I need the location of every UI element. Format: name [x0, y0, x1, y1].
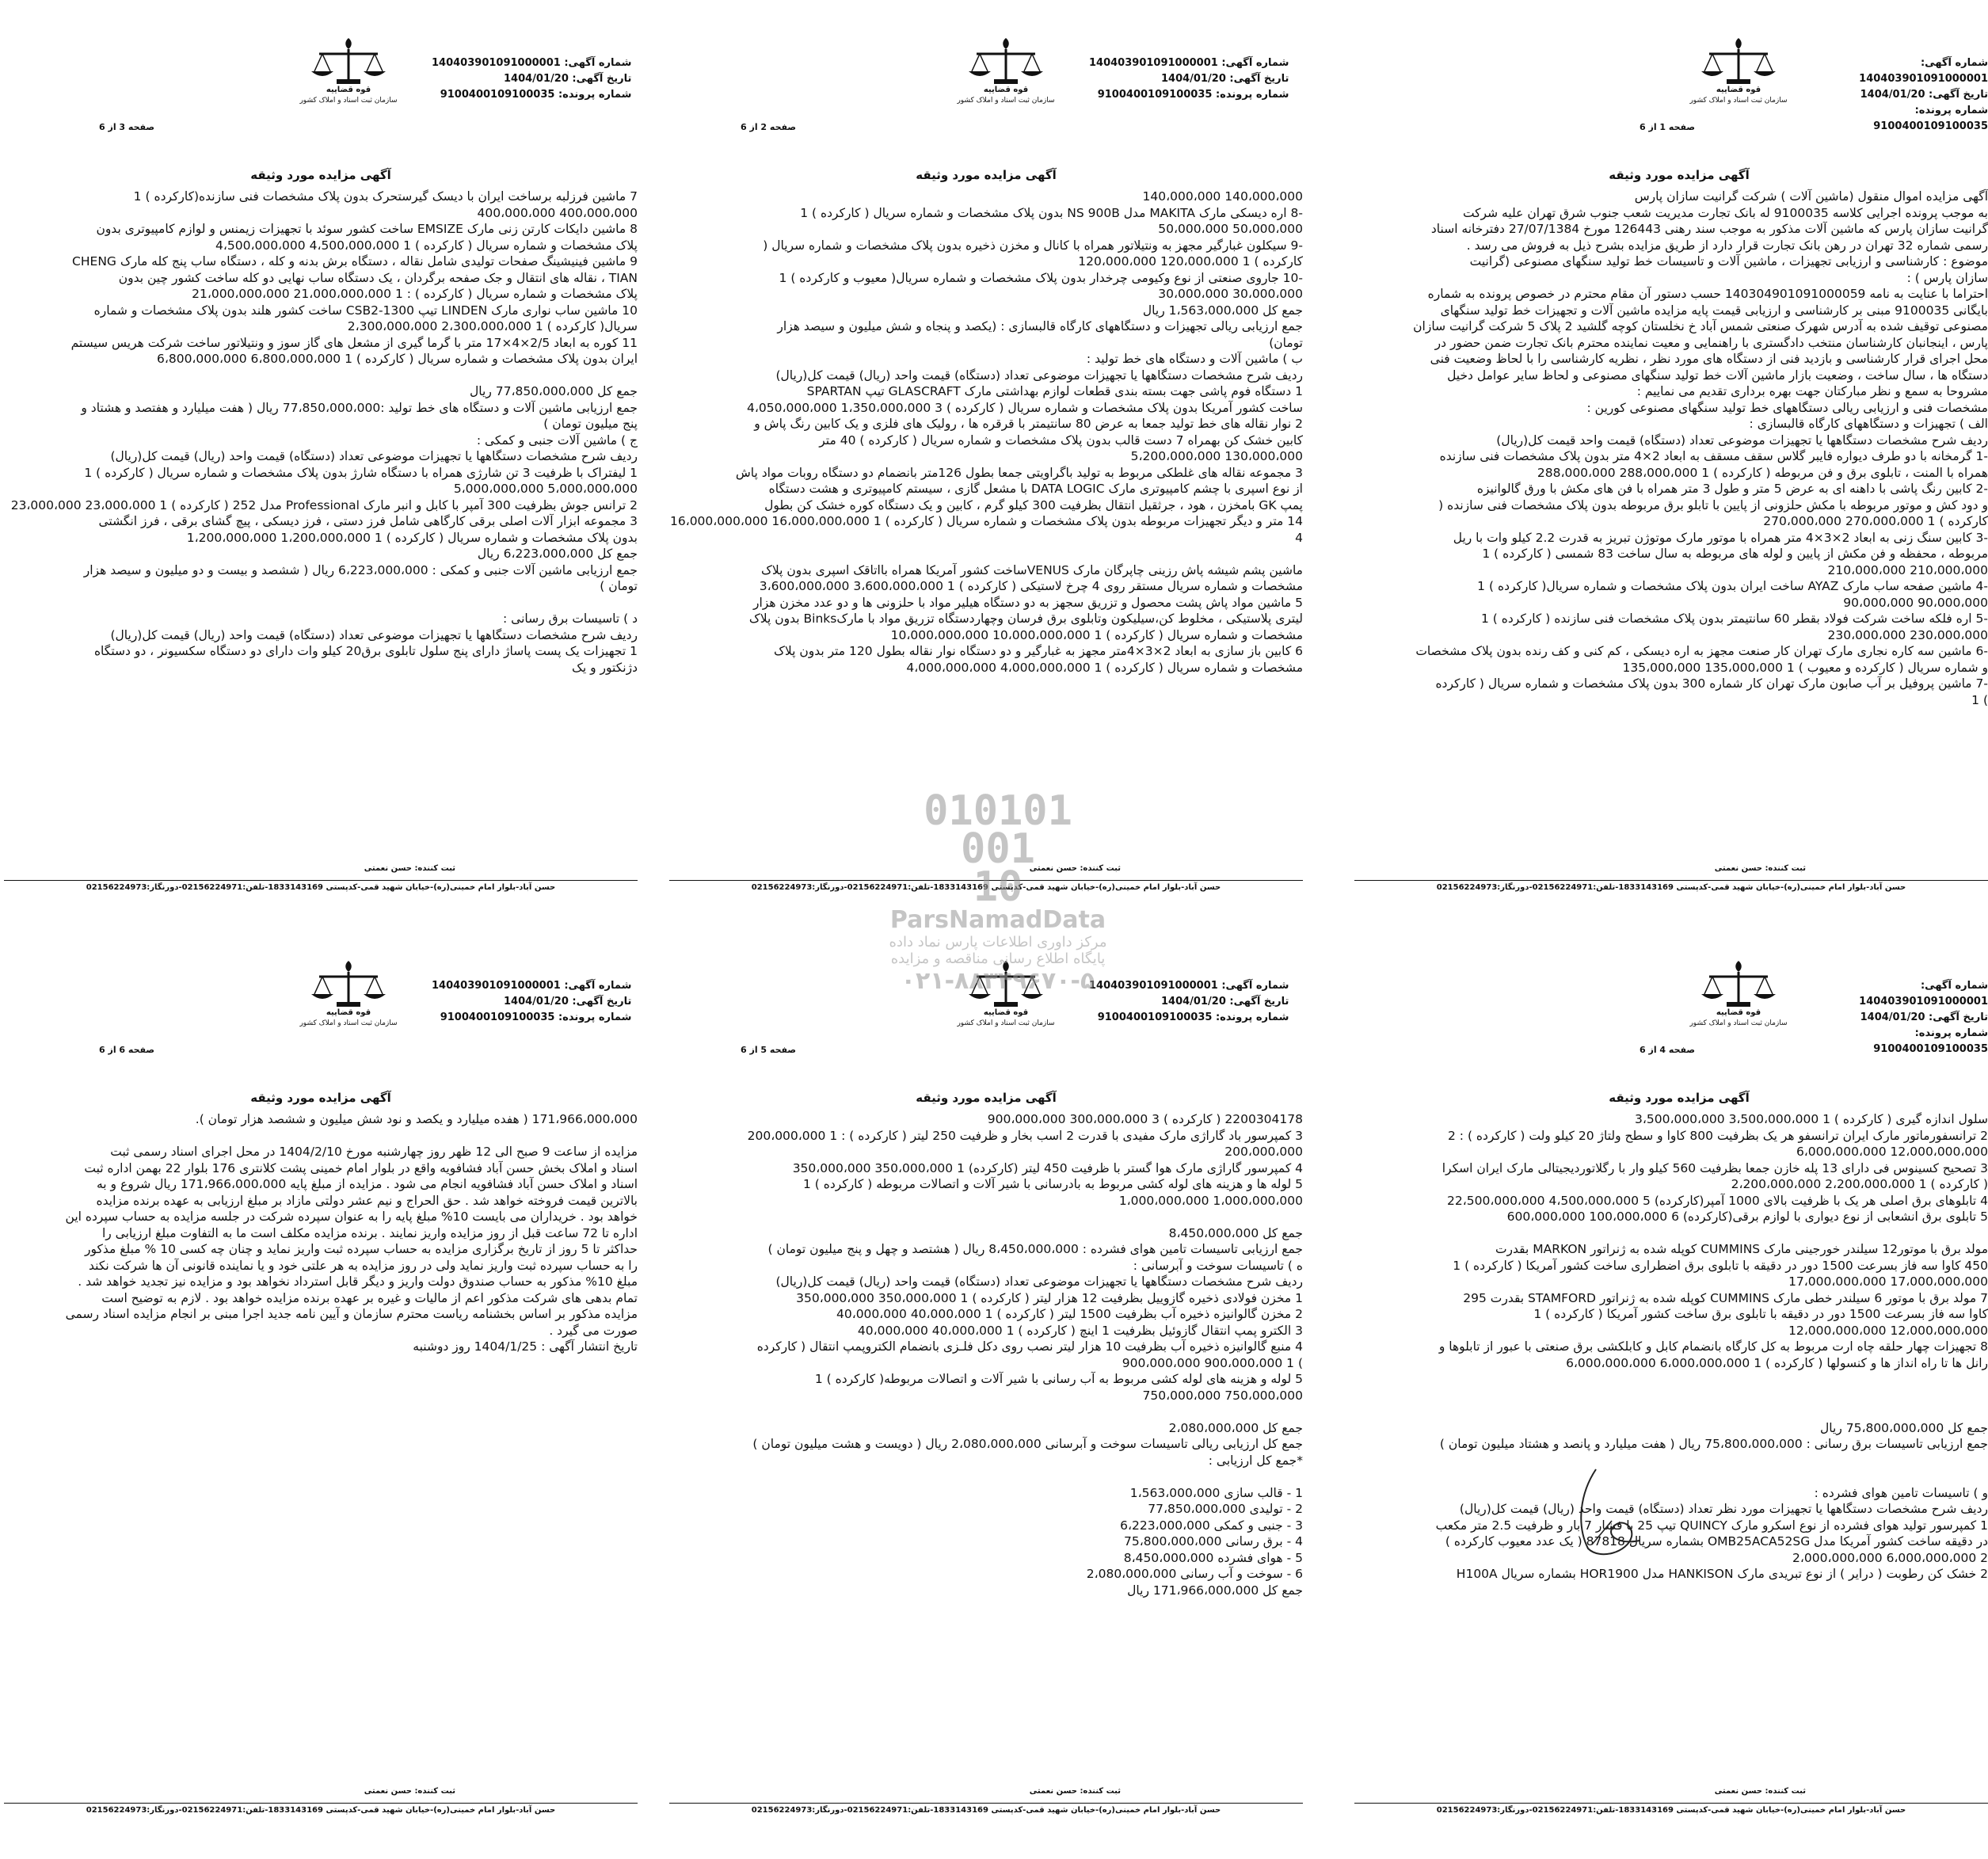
body-line: 90،000،000 90،000،000 — [1843, 595, 1988, 610]
body-line: و ) تاسیسات تامین هوای فشرده : — [1814, 1485, 1988, 1500]
file-label: شماره پرونده: — [558, 1011, 632, 1023]
body-line: 2 نوار نقاله های خط تولید جمعا به عرض 80 سانتیمتر با قرقره ها ، رولیک های فلزی و یک کابین رنگ پاش و — [754, 417, 1303, 431]
body-line: 2200304178 ( کارکرده ) 3 300،000،000 900،000،000 — [987, 1112, 1303, 1126]
handwritten-signature-icon — [1564, 1461, 1651, 1564]
body-line: و دود کش و موتور مربوطه با مکش حلزونی از پایین با تابلو برق مربوطه بدون پلاک مشخصات فنی سازنده ( — [1438, 497, 1988, 512]
body-line: 5 تابلوی برق انشعابی از نوع دیواری با لوازم برقی(کارکرده) 6 100،000،000 600،000،000 — [1506, 1209, 1988, 1224]
signer: ثبت کننده: حسن نعمتی — [1029, 864, 1121, 873]
judiciary-emblem-icon — [1687, 35, 1790, 110]
body-line: 2 خشک کن رطوبت ( درایر ) از نوع تبریدی مارک HANKISON مدل HOR1900 بشماره سریال H100A — [1456, 1567, 1988, 1581]
ad-number-label: شماره آگهی: — [564, 980, 632, 992]
body-line: 7 مولد برق با موتور 6 سیلندر خطی مارک CUMMINS کوپله شده به ژنراتور STAMFORD بقدرت 295 — [1463, 1290, 1988, 1305]
body-line: 10 ماشین ساب نواری مارک LINDEN تیپ CSB2-1300 ساخت کشور هلند بدون پلاک مشخصات و شماره — [93, 303, 638, 318]
notice-page-5 — [669, 947, 1303, 1842]
body-line: جمع ارزیابی ماشین آلات جنبی و کمکی : 6،223،000،000 ریال ( ششصد و بیست و دو میلیون و سیصد هزار — [83, 562, 638, 577]
body-line: 4 - برق رسانی 75،800،000،000 — [1124, 1534, 1303, 1549]
body-line: 4 تابلوهای برق اصلی هر یک با ظرفیت بالای 1000 آمپر(کارکرده) 5 4،500،000،000 22،500،000،000 — [1447, 1193, 1988, 1208]
body-line: پنج میلیون تومان ) — [543, 417, 638, 431]
body-line — [4, 368, 638, 384]
body-line: جمع کل 75،800،000،000 ریال — [1820, 1420, 1988, 1435]
ad-date: 1404/01/20 — [504, 996, 569, 1008]
body-line: به موجب پرونده اجرایی کلاسه 9100035 له بانک تجارت مدیریت شعب جنوب شرق تهران علیه شرکت — [1462, 205, 1988, 220]
emblem-caption: سازمان ثبت اسناد و املاک کشور — [957, 97, 1055, 105]
notice-title: آگهی مزایده مورد وثیقه — [1609, 1091, 1750, 1105]
body-line: ردیف شرح مشخصات دستگاهها یا تجهیزات مورد نظر تعداد (دستگاه) قیمت واحد (ریال) قیمت کل(ریال) — [1459, 1502, 1988, 1516]
body-line: -9 سیکلون غبارگیر مجهز به ونتیلاتور همراه با کانال و مخزن ذخیره بدون پلاک مشخصات و شماره سریال ( — [763, 238, 1303, 253]
body-line: ردیف شرح مشخصات دستگاهها یا تجهیزات موضوعی تعداد (دستگاه) قیمت واحد (ریال) قیمت کل(ریال) — [110, 627, 638, 642]
judiciary-emblem-icon — [297, 35, 400, 110]
page-footer: حسن آباد-بلوار امام خمینی(ره)-خیابان شهید قمی-کدپستی 1833143169-تلفن:02156224971-دورنگار:02156224973 — [1354, 1803, 1988, 1815]
body-line: از نوع اسپری با چشم کامپیوتری مارک DATA LOGIC با مشعل گازی ، سیستم کامپیوتری و هشت دستگاه — [768, 482, 1303, 496]
notice-page-6 — [4, 947, 638, 1842]
body-line: کارکرده ) 1 120،000،000 120،000،000 — [1078, 254, 1303, 269]
body-line: احتراما با عنایت به نامه 140304901091000059 حسب دستور آن مقام محترم در خصوص پرونده به شماره — [1427, 287, 1988, 301]
body-line: ) 1 — [1971, 692, 1988, 707]
body-line: 450 کاوا سه فاز بسرعت 1500 دور در دقیقه با تابلوی برق اضطراری ساخت کشور آمریکا ( کارکرده ) 1 — [1453, 1258, 1988, 1273]
notice-body — [669, 189, 1303, 676]
ad-number-label: شماره آگهی: — [1920, 980, 1988, 992]
body-line: سریال( کارکرده ) 1 2،300،000،000 2،300،000،000 — [347, 319, 638, 333]
body-line: 750،000،000 750،000،000 — [1142, 1388, 1303, 1403]
notice-page-4 — [1354, 947, 1988, 1842]
body-line: 3 مجموعه نقاله های غلطکی مربوط به تولید باگراویتی جمعا بطول 126متر بانضمام دو دستگاه روبات مواد پاش — [735, 465, 1303, 480]
body-line: 30،000،000 30،000،000 — [1158, 287, 1303, 301]
body-line: 9 ماشین فینیشینگ صفحات تولیدی شامل نقاله ، دستگاه برش بدنه و کله ، دستگاه ساب پنج کله مارک CHENG — [72, 254, 638, 269]
body-line: 5 لوله ها و هزینه های لوله کشی مربوط به بادرسانی با شیر آلات و اتصالات مربوطه ( کارکرده ) 1 — [802, 1177, 1303, 1191]
file-label: شماره پرونده: — [1215, 1011, 1289, 1023]
body-line: *جمع کل ارزیابی : — [1208, 1453, 1303, 1468]
date-label: تاریخ آگهی: — [1929, 1011, 1988, 1023]
body-line: 230،000،000 230،000،000 — [1827, 627, 1988, 642]
body-line: کارکرده ) 1 270،000،000 270،000،000 — [1763, 514, 1988, 528]
ad-number: 140403901091000001 — [1859, 73, 1988, 85]
file-number: 9100400109100035 — [440, 89, 555, 101]
body-line: موضوع : کارشناسی و ارزیابی تجهیزات ، ماشین آلات و تاسیسات خط تولید سنگهای مصنوعی (گرانیت — [1469, 254, 1988, 269]
body-line: و شماره سریال ( کارکرده و معیوب ) 1 135،000،000 135،000،000 — [1622, 660, 1988, 675]
ad-number: 140403901091000001 — [432, 57, 561, 69]
body-line: 2 ترانسفورماتور مارک ایران ترانسفو هر یک بظرفیت 800 کاوا و سطح ولتاژ 20 کیلو ولت ( کارکرده ) : 2 — [1448, 1128, 1988, 1143]
body-line: جمع کل 1،563،000،000 ریال — [1142, 303, 1303, 318]
notice-meta — [432, 55, 631, 103]
ad-number: 140403901091000001 — [1089, 980, 1218, 992]
body-line: 1 تجهیزات یک پست پاساژ دارای پنج سلول تابلوی برق20 کیلو وات دارای دو دستگاه سکسیونر ، دو دستگاه — [93, 644, 638, 658]
signer: ثبت کننده: حسن نعمتی — [364, 864, 455, 873]
body-line: جمع کل 8،450،000،000 — [1168, 1225, 1303, 1240]
body-line: 5 لوله و هزینه های لوله کشی مربوط به آب رسانی با شیر آلات و اتصالات مربوطه( کارکرده ) 1 — [814, 1372, 1303, 1386]
body-line: خواهد بود . خریداران می بایست 10% مبلغ پایه را به عنوان سپرده شرکت در جلسه مزایده به حساب سپرده این — [65, 1209, 638, 1224]
file-number: 9100400109100035 — [1873, 1043, 1988, 1055]
body-line: آگهی مزایده اموال منقول (ماشین آلات ) شرکت گرانیت سازان پارس — [1634, 189, 1988, 204]
body-line: 1،000،000،000 1،000،000،000 — [1118, 1193, 1303, 1208]
body-line: جمع ارزیابی ماشین آلات و دستگاه های خط تولید :77،850،000،000 ریال ( هفت میلیارد و هفتصد و هشتاد و — [81, 400, 638, 415]
file-number: 9100400109100035 — [1873, 120, 1988, 132]
notice-title: آگهی مزایده مورد وثیقه — [250, 1091, 391, 1105]
body-line: 3 مجموعه ابزار آلات اصلی برقی کارگاهی شامل فرز دستی ، فرز دیسکی ، پیچ گشای برقی ، فرز انگشتی — [98, 514, 638, 528]
body-line: تمام بدهی های شرکت مذکور اعم از مالیات و غیره بر عهده برنده مزایده خواهد بود . لازم به توضیح است — [101, 1290, 638, 1305]
body-line: ردیف شرح مشخصات دستگاهها یا تجهیزات موضوعی تعداد (دستگاه) قیمت واحد قیمت کل(ریال) — [1496, 432, 1988, 448]
date-label: تاریخ آگهی: — [572, 73, 632, 85]
judiciary-emblem-icon — [297, 958, 400, 1033]
ad-date: 1404/01/20 — [1860, 1011, 1925, 1023]
body-line: مصنوعی توقیف شده به آدرس شهرک صنعتی شمس آباد خ نخلستان کوچه گلشید 2 پلاک 5 شرکت گرانیت سازان — [1413, 319, 1988, 333]
body-line: بدون پلاک مشخصات و شماره سریال ( کارکرده ) 1 1،200،000،000 1،200،000،000 — [186, 530, 638, 545]
file-label: شماره پرونده: — [1914, 105, 1988, 116]
body-line: ( کارکرده ) 1 2،200،000،000 2،200،000،000 — [1731, 1177, 1988, 1191]
date-label: تاریخ آگهی: — [1929, 89, 1988, 101]
body-line — [1354, 1388, 1988, 1404]
body-line: 11 کوره به ابعاد 2/5×4×17 متر با گرما گیری از مشعل های گاز سوز و ونتیلاتور ساخت شرکت هریس سیستم — [70, 335, 638, 350]
notice-meta — [1822, 55, 1988, 135]
body-line: اسناد و املاک حسن آباد فشافویه انجام می شود . مزایده از مبلغ پایه 171،966،000،000 ریال شروع و به — [96, 1177, 638, 1191]
body-line: بایگانی 9100035 مبنی بر کارشناسی و ارزیابی قیمت پایه مزایده ماشین آلات و تجهیزات خط تولید سنگهای — [1440, 303, 1988, 318]
body-line: مشخصات و شماره سریال مستقر روی 4 چرخ لاستیکی ( کارکرده ) 1 3،600،000،000 3،600،000،000 — [759, 579, 1303, 593]
file-number: 9100400109100035 — [1097, 89, 1213, 101]
ad-number-label: شماره آگهی: — [1920, 57, 1988, 69]
body-line: در دقیقه ساخت کشور آمریکا مدل OMB25ACA52SG بشماره سریال 87818 ( یک عدد معیوب کارکرده ) — [1445, 1534, 1988, 1549]
body-line: پمپ GK بامخزن ، هود ، جرثقیل انتقال بظرفیت 300 کیلو گرم ، کابین و یک دستگاه کوره خشک کن بطول — [764, 497, 1303, 512]
signer: ثبت کننده: حسن نعمتی — [1029, 1787, 1121, 1796]
page-footer: حسن آباد-بلوار امام خمینی(ره)-خیابان شهید قمی-کدپستی 1833143169-تلفن:02156224971-دورنگار:02156224973 — [669, 1803, 1303, 1815]
body-line: 130،000،000 5،200،000،000 — [1130, 449, 1303, 463]
ad-number-label: شماره آگهی: — [564, 57, 632, 69]
body-line: ردیف شرح مشخصات دستگاهها یا تجهیزات موضوعی تعداد (دستگاه) قیمت واحد (ریال) قیمت کل(ریال) — [775, 1274, 1303, 1289]
body-line — [1354, 1371, 1988, 1388]
page-number: صفحه 1 از 6 — [1640, 122, 1696, 132]
body-line: جمع ارزیابی ریالی تجهیزات و دستگاههای کارگاه قالبسازی : (یکصد و پنجاه و شش میلیون و سیصد هزار — [777, 319, 1303, 333]
body-line: 171،966،000،000 ( هفده میلیارد و یکصد و نود شش میلیون و ششصد هزار تومان ). — [195, 1112, 638, 1126]
page-footer: حسن آباد-بلوار امام خمینی(ره)-خیابان شهید قمی-کدپستی 1833143169-تلفن:02156224971-دورنگار:02156224973 — [1354, 880, 1988, 892]
body-line: 8 تجهیزات چهار حلقه چاه ارت مربوط به کل کارگاه بانضمام کابل و کابلکشی برق صنعتی با عبور از تابلوها و — [1438, 1339, 1988, 1354]
body-line: 3 الکترو پمپ انتقال گازوئیل بظرفیت 1 اینچ ( کارکرده ) 1 40،000،000 40،000،000 — [857, 1323, 1303, 1338]
body-line: مولد برق با موتور12 سیلندر خورجینی مارک CUMMINS کوپله شده به ژنراتور MARKON بقدرت — [1495, 1242, 1988, 1256]
body-line: اسناد و املاک بخش حسن آباد فشافویه واقع در بلوار امام خمینی پشت کلانتری 176 بلوار 22 بهمن اداره ثبت — [84, 1160, 638, 1175]
date-label: تاریخ آگهی: — [1229, 996, 1289, 1008]
ad-number: 140403901091000001 — [1859, 996, 1988, 1008]
ad-date: 1404/01/20 — [1161, 73, 1226, 85]
body-line: ) 1 900،000،000 900،000،000 — [1122, 1355, 1303, 1370]
body-line: 4 — [1295, 530, 1303, 545]
body-line: 1 - قالب سازی 1،563،000،000 — [1129, 1485, 1303, 1500]
judiciary-emblem-icon — [954, 35, 1057, 110]
body-line: د ) تاسیسات برق رسانی : — [503, 611, 638, 626]
body-line: دژنکتور و یک — [572, 660, 638, 675]
page-footer: حسن آباد-بلوار امام خمینی(ره)-خیابان شهید قمی-کدپستی 1833143169-تلفن:02156224971-دورنگار:02156224973 — [4, 880, 638, 892]
body-line: جمع ارزیابی تاسیسات تامین هوای فشرده : 8،450،000،000 ریال ( هشتصد و چهل و پنج میلیون تومان ) — [767, 1242, 1303, 1256]
body-line: 3 کمپرسور باد گاراژی مارک مفیدی با قدرت 2 اسب بخار و ظرفیت 250 لیتر ( کارکرده ) : 1 200،000،000 — [747, 1128, 1303, 1143]
notice-page-2 — [669, 24, 1303, 919]
body-line: دستگاه ها ، سال ساخت ، وضعیت بازار ماشین آلات خط تولید سنگهای مصنوعی و لحاظ سایر عوامل دخیل — [1447, 368, 1988, 383]
body-line: پلاک مشخصات و شماره سریال ( کارکرده ) : 1 21،000،000،000 21،000،000،000 — [192, 287, 638, 301]
body-line: کاوا سه فاز بسرعت 1500 دور در دقیقه با تابلوی برق ساخت کشور آمریکا ( کارکرده ) 1 — [1533, 1307, 1988, 1321]
body-line: جمع کل 77،850،000،000 ریال — [470, 384, 638, 398]
page-number: صفحه 3 از 6 — [99, 122, 155, 132]
ad-date: 1404/01/20 — [1860, 89, 1925, 101]
body-line: ج ) ماشین آلات جنبی و کمکی : — [476, 432, 638, 448]
body-line: 4 منبع گالوانیزه ذخیره آب بظرفیت 10 هزار لیتر نصب روی دکل فلـزی بانضمام الکتروپمپ انتقال ( کارکرده — [756, 1339, 1303, 1354]
body-line: صورت می گیرد . — [549, 1323, 638, 1338]
ad-number: 140403901091000001 — [1089, 57, 1218, 69]
body-line: را به حساب سپرده ثبت واریز نماید ولی در روز مزایده به هر علتی خود و یا نماینده قانونی آن ها شرکت نکند — [89, 1258, 638, 1273]
ad-number-label: شماره آگهی: — [1221, 980, 1289, 992]
body-line: 3 - جنبی و کمکی 6،223،000،000 — [1120, 1518, 1303, 1533]
file-number: 9100400109100035 — [440, 1011, 555, 1023]
page-footer: حسن آباد-بلوار امام خمینی(ره)-خیابان شهید قمی-کدپستی 1833143169-تلفن:02156224971-دورنگار:02156224973 — [4, 1803, 638, 1815]
body-line — [1354, 1404, 1988, 1420]
body-line: جمع کل 171،966،000،000 ریال — [1127, 1583, 1303, 1598]
body-line: لیتری پلاستیکی ، مخلوط کن،سیلیکون وتابلوی برق فرسان وچهاردستگاه تزریق مواد با مارکBinks بدون پلاک — [748, 611, 1303, 626]
emblem-caption: سازمان ثبت اسناد و املاک کشور — [1689, 97, 1788, 105]
body-line — [4, 1128, 638, 1145]
body-line: 50،000،000 50،000،000 — [1158, 222, 1303, 236]
body-line: -3 کابین سنگ زنی به ابعاد 2×3×4 متر همراه با موتور مارک موتوژن تبریز به قدرت 2.2 کیلو وات با ریل — [1453, 530, 1988, 545]
body-line: کابین خشک کن بهمراه 7 دست قالب بدون پلاک مشخصات و شماره سریال ( کارکرده ) 40 متر — [819, 432, 1303, 448]
body-line: مزایده از ساعت 9 صبح الی 12 ظهر روز چهارشنبه مورخ 1404/2/10 در محل اجرای اسناد رسمی ثبت — [110, 1145, 638, 1159]
page-footer: حسن آباد-بلوار امام خمینی(ره)-خیابان شهید قمی-کدپستی 1833143169-تلفن:02156224971-دورنگار:02156224973 — [669, 880, 1303, 892]
emblem-caption: سازمان ثبت اسناد و املاک کشور — [957, 1019, 1055, 1027]
body-line: جمع ارزیابی تاسیسات برق رسانی : 75،800،000،000 ریال ( هفت میلیارد و پانصد و هشتاد میلیون تومان ) — [1439, 1437, 1988, 1451]
body-line: -5 اره فلکه ساخت شرکت فولاد بقطر 60 سانتیمتر بدون پلاک مشخصات فنی سازنده ( کارکرده ) 1 — [1480, 611, 1988, 626]
file-number: 9100400109100035 — [1097, 1011, 1213, 1023]
body-line: بالاترین قیمت فروخته خواهد شد . حق الحراج و نیم عشر دولتی مازاد بر مبلغ ارزیابی به عهده برنده مزایده — [96, 1193, 638, 1208]
body-line: پلاک مشخصات و شماره سریال ( کارکرده ) 1 4،500،000،000 4،500،000،000 — [215, 238, 638, 253]
notice-title: آگهی مزایده مورد وثیقه — [916, 1091, 1057, 1105]
body-line: همراه با المنت ، تابلوی برق و فن مربوطه ( کارکرده ) 1 288،000،000 288،000،000 — [1537, 465, 1988, 480]
body-line: مشخصات و شماره سریال ( کارکرده ) 1 4،000،000،000 4،000،000،000 — [906, 660, 1303, 675]
body-line: ماشین پشم شیشه پاش رزینی چاپرگان مارک VENUSساخت کشور آمریکا همراه بااتاقک اسپری بدون پلاک — [761, 562, 1303, 577]
body-line: رسمی شماره 32 تهران در رهن بانک تجارت قرار دارد از طریق مزایده بشرح ذیل به فروش می رسد . — [1466, 238, 1988, 253]
body-line: 1 کمپرسور تولید هوای فشرده از نوع اسکرو مارک QUINCY تیپ 25 با فشار 7 بار و ظرفیت 2.5 متر مکعب — [1435, 1518, 1988, 1533]
body-line: 12،000،000،000 6،000،000،000 — [1796, 1145, 1988, 1159]
emblem-caption-top: قوه قضاییه — [983, 1008, 1029, 1017]
body-line: جمع کل 6،223،000،000 ریال — [477, 547, 638, 561]
body-line: مزایده مذکور بر اساس بخشنامه ریاست محترم سازمان و آیین نامه جدید اجرا مبنی بر انجام مزایده اسناد رسمی — [65, 1307, 638, 1321]
body-line: 8 ماشین دایکات کارتن زنی مارک EMSIZE ساخت کشور سوئد با تجهیزات زیمنس و لوازم کامپیوتری بدون — [96, 222, 638, 236]
body-line: 2 ترانس جوش بظرفیت 300 آمپر با کابل و انبر مارک Professional مدل 252 ( کارکرده ) 1 23،000،000 23،000،000 — [10, 497, 638, 512]
ad-number: 140403901091000001 — [432, 980, 561, 992]
notice-page-1 — [1354, 24, 1988, 919]
notice-title: آگهی مزایده مورد وثیقه — [1609, 168, 1750, 182]
body-line: اداره تا 72 ساعت قبل از روز مزایده واریز نمایند . برنده مزایده مکلف است ما به التفاوت مبلغ ارزیابی را — [101, 1225, 638, 1240]
notice-meta — [1089, 978, 1289, 1026]
notice-body — [669, 1111, 1303, 1598]
body-line: 5 ماشین مواد پاش پشت محصول و تزریق سجهز به دو دستگاه هیلیر مواد با حلزونی ها و دو عدد مخزن هزار — [752, 595, 1303, 610]
body-line: 14 متر و دیگر تجهیزات مربوطه بدون پلاک مشخصات و شماره سریال ( کارکرده ) 1 16،000،000،000 16،000،000،000 — [669, 514, 1303, 528]
file-label: شماره پرونده: — [1215, 89, 1289, 101]
body-line: 140،000،000 140،000،000 — [1142, 189, 1303, 204]
signer: ثبت کننده: حسن نعمتی — [1714, 864, 1806, 873]
body-line: 4 کمپرسور گاراژی مارک هوا گستر با ظرفیت 450 لیتر (کارکرده) 1 350،000،000 350،000،000 — [792, 1160, 1303, 1175]
body-line: 6 - سوخت و آب رسانی 2،080،000،000 — [1086, 1567, 1303, 1581]
body-line: 5 - هوای فشرده 8،450،000،000 — [1123, 1550, 1303, 1565]
page-number: صفحه 2 از 6 — [741, 122, 797, 132]
body-line: مربوطه ، محفظه و فن مکش از پایین و لوله های مربوطه به سال ساخت 83 شمسی ( کارکرده ) 1 — [1482, 547, 1988, 561]
body-line: 12،000،000،000 12،000،000،000 — [1788, 1323, 1988, 1338]
body-line — [1354, 1453, 1988, 1469]
emblem-caption-top: قوه قضاییه — [326, 1008, 371, 1017]
notice-page-3 — [4, 24, 638, 919]
body-line: تومان) — [1269, 335, 1303, 350]
body-line: ب ) ماشین آلات و دستگاه های خط تولید : — [1086, 352, 1303, 366]
body-line: جمع کل 2،080،000،000 — [1168, 1420, 1303, 1435]
watermark: 010101 001 10 ParsNamadData مرکز داوری اطلاعات پارس نماد داده پایگاه اطلاع رسانی مناقصه و مزایده ۰۲۱-۸۸۳۴۹۶۷۰-۵ — [889, 787, 1107, 995]
ad-date: 1404/01/20 — [504, 73, 569, 85]
ad-date: 1404/01/20 — [1161, 996, 1226, 1008]
notice-body — [1354, 189, 1988, 708]
notice-body — [1354, 1111, 1988, 1583]
body-line: 1 مخزن فولادی ذخیره گازوییل بظرفیت 12 هزار لیتر ( کارکرده ) 1 350،000،000 350،000،000 — [796, 1290, 1303, 1305]
body-line: جمع کل ارزیابی ریالی تاسیسات سوخت و آبرسانی 2،080،000،000 ریال ( دویست و هشت میلیون تومان ) — [752, 1437, 1303, 1451]
body-line: ردیف شرح مشخصات دستگاهها یا تجهیزات موضوعی تعداد (دستگاه) قیمت واحد (ریال) قیمت کل(ریال) — [110, 449, 638, 463]
ad-number-label: شماره آگهی: — [1221, 57, 1289, 69]
body-line: مشخصات فنی و ارزیابی ریالی دستگاههای خط تولید سنگهای مصنوعی کورین : — [1586, 400, 1988, 415]
judiciary-emblem-icon — [1687, 958, 1790, 1033]
emblem-caption-top: قوه قضاییه — [983, 86, 1029, 94]
notice-meta — [1089, 55, 1289, 103]
date-label: تاریخ آگهی: — [1229, 73, 1289, 85]
body-line: ه ) تاسیسات سوخت و آبرسانی : — [1133, 1258, 1303, 1273]
body-line — [669, 1404, 1303, 1420]
body-line: 3 تصحیح کسینوس فی دارای 13 پله خازن جمعا بظرفیت 560 کیلو وار با رگلاتوردیجیتالی مارک ایران اسکرا — [1441, 1160, 1988, 1175]
body-line: محل اجرای قرار کارشناسی و بازدید فنی از دستگاه های مورد نظر ، نظریه کارشناسی را با لحاظ وضعیت فنی — [1430, 352, 1988, 366]
body-line: 6 کابین باز سازی به ابعاد 2×3×4متر مجهز به غبارگیر و دو دستگاه نوار نقاله بطول 120 متر بدون پلاک — [773, 644, 1303, 658]
body-line — [1354, 1469, 1988, 1485]
notice-body — [4, 1111, 638, 1355]
body-line: 1 لیفتراک با ظرفیت 3 تن شارژی همراه با دستگاه شارژ بدون پلاک مشخصات و شماره سریال ( کارکرده ) 1 — [84, 465, 638, 480]
body-line: 210،000،000 210،000،000 — [1827, 562, 1988, 577]
body-line: ردیف شرح مشخصات دستگاهها یا تجهیزات موضوعی تعداد (دستگاه) قیمت واحد (ریال) قیمت کل(ریال) — [775, 368, 1303, 383]
signer: ثبت کننده: حسن نعمتی — [1714, 1787, 1806, 1796]
body-line: 1 دستگاه فوم پاشی جهت بسته بندی قطعات لوازم بهداشتی مارک GLASCRAFT تیپ SPARTAN — [806, 384, 1303, 398]
body-line — [669, 546, 1303, 562]
notice-title: آگهی مزایده مورد وثیقه — [250, 168, 391, 182]
body-line: 7 ماشین فرزلبه برساخت ایران با دیسک گیرستحرک بدون پلاک مشخصات فنی سازنده(کارکرده ) 1 — [133, 189, 638, 204]
date-label: تاریخ آگهی: — [572, 996, 632, 1008]
file-label: شماره پرونده: — [558, 89, 632, 101]
emblem-caption: سازمان ثبت اسناد و املاک کشور — [299, 1019, 398, 1027]
body-line: ایران بدون پلاک مشخصات و شماره سریال ( کارکرده ) 1 6،800،000،000 6،800،000،000 — [156, 352, 638, 366]
emblem-caption: سازمان ثبت اسناد و املاک کشور — [1689, 1019, 1788, 1027]
body-line: تومان ) — [600, 579, 638, 593]
body-line — [1354, 1225, 1988, 1242]
body-line: 5،000،000،000 5،000،000،000 — [453, 482, 638, 496]
page-number: صفحه 6 از 6 — [99, 1045, 155, 1055]
body-line: -4 ماشین صفحه ساب مارک AYAZ ساخت ایران بدون پلاک مشخصات و شماره سریال( کارکرده ) 1 — [1477, 579, 1988, 593]
emblem-caption-top: قوه قضاییه — [1716, 1008, 1761, 1017]
judiciary-emblem-icon — [954, 958, 1057, 1033]
notice-title: آگهی مزایده مورد وثیقه — [916, 168, 1057, 182]
body-line: 200،000،000 — [1224, 1145, 1303, 1159]
body-line: 2 - تولیدی 77،850،000،000 — [1148, 1502, 1303, 1516]
emblem-caption: سازمان ثبت اسناد و املاک کشور — [299, 97, 398, 105]
body-line: حداکثر تا 5 روز از تاریخ برگزاری مزایده به حساب سپرده ثبت واریز نماید و چنان چه کسی 10 % مبلغ مذکور — [85, 1242, 638, 1256]
body-line: سازان پارس ) : — [1906, 270, 1988, 285]
notice-meta — [432, 978, 631, 1026]
body-line: تاریخ انتشار آگهی : 1404/1/25 روز دوشنبه — [413, 1339, 638, 1354]
body-line: -7 ماشین پروفیل بر آب صابون مارک تهران کار شماره 300 بدون پلاک مشخصات و شماره سریال ( کارکرده — [1435, 676, 1988, 691]
body-line: مشروحا به سمع و نظر مبارکتان جهت بهره برداری تقدیم می نماییم : — [1636, 384, 1988, 398]
body-line: مبلغ 10% مذکور به حساب صندوق دولت واریز و دیگر قابل استرداد نخواهد بود و مزایده نیز تجدید خواهد شد . — [78, 1274, 638, 1289]
body-line: الف ) تجهیزات و دستگاههای کارگاه قالبسازی : — [1749, 417, 1988, 431]
notice-body — [4, 189, 638, 676]
body-line: 2 مخزن گالوانیزه ذخیره آب بظرفیت 1500 لیتر ( کارکرده ) 1 40،000،000 40،000،000 — [836, 1307, 1303, 1321]
body-line: 17،000،000،000 17،000،000،000 — [1788, 1274, 1988, 1289]
emblem-caption-top: قوه قضاییه — [1716, 86, 1761, 94]
notice-meta — [1822, 978, 1988, 1057]
body-line: پارس ، اینجانبان کارشناسان منتخب دادگستری با راهنمایی و معیت نماینده محترم بانک تجارت ضمن حضور در — [1434, 335, 1988, 350]
page-number: صفحه 4 از 6 — [1640, 1045, 1696, 1055]
body-line: سلول اندازه گیری ( کارکرده ) 1 3،500،000،000 3،500،000،000 — [1635, 1112, 1988, 1126]
file-label: شماره پرونده: — [1914, 1027, 1988, 1039]
body-line: رانل ها تا راه انداز ها و کنسولها ( کارکرده ) 1 6،000،000،000 6،000،000،000 — [1566, 1355, 1988, 1370]
body-line: -10 جاروی صنعتی از نوع وکیومی چرخدار بدون پلاک مشخصات و شماره سریال( معیوب و کارکرده ) 1 — [779, 270, 1303, 285]
body-line: 400،000،000 400،000،000 — [477, 205, 638, 220]
body-line: -8 اره دیسکی مارک MAKITA مدل NS 900B بدون پلاک مشخصات و شماره سریال ( کارکرده ) 1 — [800, 205, 1303, 220]
body-line: -6 ماشین سه کاره نجاری مارک تهران کار صنعت مجهز به اره دیسکی ، کم کنی و کف رنده بدون پلاک مشخصات — [1415, 644, 1988, 658]
emblem-caption-top: قوه قضاییه — [326, 86, 371, 94]
body-line: TIAN ، نقاله های انتقال و جک صفحه برگردان ، یک دستگاه ساب نهایی دو کله ساخت کشور چین بدون — [118, 270, 638, 285]
body-line: مشخصات و شماره سریال ( کارکرده ) 1 10،000،000،000 10،000،000،000 — [890, 627, 1303, 642]
body-line: -1 گرمخانه با دو طرف دیواره فایبر گلاس سقف مسقف به ابعاد 2×4 متر بدون پلاک مشخصات فنی سازنده — [1439, 449, 1988, 463]
page-number: صفحه 5 از 6 — [741, 1045, 797, 1055]
body-line — [669, 1469, 1303, 1485]
body-line — [4, 595, 638, 611]
body-line: ساخت کشور آمریکا بدون پلاک مشخصات و شماره سریال ( کارکرده ) 3 1،350،000،000 4،050،000،000 — [747, 400, 1303, 415]
signer: ثبت کننده: حسن نعمتی — [364, 1787, 455, 1796]
body-line — [669, 1209, 1303, 1225]
body-line: گرانیت سازان پارس که ماشین آلات مذکور به موجب سند رهنی 126443 مورخ 27/07/1384 دفترخانه اسناد — [1430, 222, 1988, 236]
body-line: 2 6،000،000،000 2،000،000،000 — [1792, 1550, 1988, 1565]
body-line: -2 کابین رنگ پاشی با داهنه ای به عرض 5 متر و طول 3 متر همراه با فن های مکش با ورق گالوانیزه — [1476, 482, 1988, 496]
